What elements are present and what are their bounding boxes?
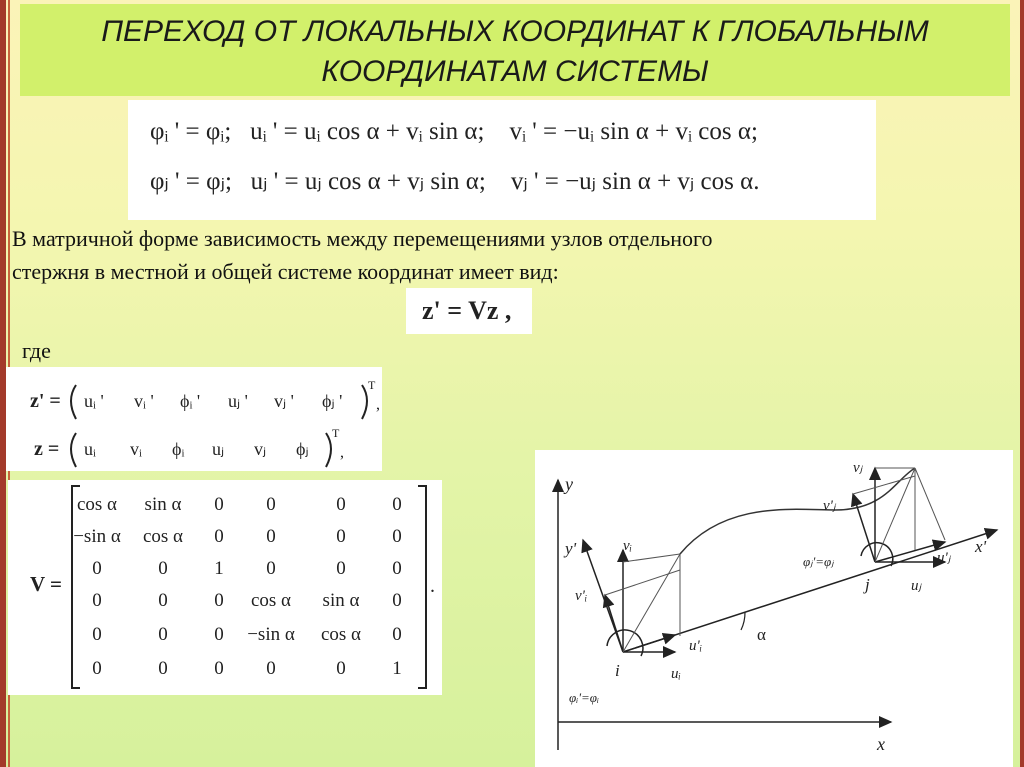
equation-vz-text: z' = Vz , bbox=[422, 296, 512, 325]
matrix-cell-0-3: 0 bbox=[266, 494, 276, 515]
equation-row-1: φᵢ ' = φᵢ; uᵢ ' = uᵢ cos α + vᵢ sin α; vᵢ ' = −uᵢ sin α + vᵢ cos α; bbox=[150, 118, 758, 145]
paragraph bbox=[12, 222, 1012, 288]
vector-equations bbox=[6, 367, 382, 471]
paragraph-line-1: В матричной форме зависимость между перемещениями узлов отдельного bbox=[12, 226, 713, 251]
z-comma: , bbox=[340, 444, 344, 461]
matrix-trailing: . bbox=[430, 575, 435, 597]
right-frame-bar bbox=[1020, 0, 1024, 767]
paragraph-line-2: стержня в местной и общей системе координат имеет вид: bbox=[12, 259, 559, 284]
label-y-prime: y' bbox=[565, 539, 577, 558]
z-entry-4: vⱼ bbox=[254, 439, 267, 459]
beam-diagram bbox=[535, 450, 1013, 767]
zprime-label: z' = bbox=[30, 390, 61, 412]
matrix-cell-5-3: 0 bbox=[266, 658, 276, 679]
where-label: где bbox=[22, 338, 51, 363]
z-entry-1: vᵢ bbox=[130, 439, 142, 459]
label-u-prime-j: u'ⱼ bbox=[937, 550, 951, 566]
construct-i-3 bbox=[623, 554, 680, 652]
label-uj: uⱼ bbox=[911, 578, 922, 594]
label-phi-i: φᵢ'=φᵢ bbox=[569, 690, 600, 705]
vector-equations-svg bbox=[6, 367, 382, 471]
label-ui: uᵢ bbox=[671, 666, 681, 682]
matrix-cell-5-2: 0 bbox=[214, 658, 224, 679]
beam-diagram-svg bbox=[535, 450, 1013, 767]
label-y: y bbox=[565, 474, 573, 494]
zprime-entry-2: ϕᵢ ' bbox=[180, 391, 201, 411]
matrix-cell-1-3: 0 bbox=[266, 526, 276, 547]
label-v-prime-i: v'ᵢ bbox=[575, 588, 588, 604]
matrix-cell-1-0: −sin α bbox=[73, 526, 121, 547]
zprime-paren-right bbox=[362, 385, 367, 419]
zprime-entry-5: ϕⱼ ' bbox=[322, 391, 343, 411]
matrix-cell-4-5: 0 bbox=[392, 624, 402, 645]
z-label: z = bbox=[34, 438, 60, 460]
matrix-cell-0-0: cos α bbox=[76, 494, 118, 515]
z-paren-right bbox=[326, 433, 331, 467]
z-transpose: T bbox=[332, 426, 340, 440]
matrix-label: V = bbox=[30, 572, 63, 596]
label-x: x bbox=[877, 734, 885, 754]
zprime-entry-1: vᵢ ' bbox=[134, 391, 154, 411]
matrix-cell-2-1: 0 bbox=[158, 558, 168, 579]
zprime-comma: , bbox=[376, 396, 380, 413]
label-i: i bbox=[615, 661, 620, 680]
vector-v-prime-j bbox=[853, 494, 875, 562]
vector-u-prime-i bbox=[623, 635, 675, 652]
matrix-cell-0-4: 0 bbox=[336, 494, 346, 515]
construct-i-1 bbox=[623, 554, 680, 562]
label-u-prime-i: u'ᵢ bbox=[689, 638, 703, 654]
equation-vz bbox=[406, 288, 532, 334]
matrix-cell-2-4: 0 bbox=[336, 558, 346, 579]
matrix-cell-1-4: 0 bbox=[336, 526, 346, 547]
matrix-cell-0-5: 0 bbox=[392, 494, 402, 515]
matrix-cell-4-1: 0 bbox=[158, 624, 168, 645]
z-paren-left bbox=[71, 433, 76, 467]
z-entry-0: uᵢ bbox=[84, 439, 96, 459]
label-vj: vⱼ bbox=[853, 460, 863, 476]
matrix-cell-5-0: 0 bbox=[92, 658, 102, 679]
matrix-cell-2-0: 0 bbox=[92, 558, 102, 579]
zprime-entry-4: vⱼ ' bbox=[274, 391, 294, 411]
construct-j-5 bbox=[853, 476, 915, 494]
matrix-cell-0-1: sin α bbox=[144, 494, 182, 515]
zprime-entry-3: uⱼ ' bbox=[228, 391, 248, 411]
matrix-cell-3-3: cos α bbox=[250, 590, 292, 611]
construct-j-3 bbox=[915, 468, 945, 540]
matrix-cell-3-0: 0 bbox=[92, 590, 102, 611]
alpha-arc bbox=[741, 612, 745, 630]
zprime-paren-left bbox=[71, 385, 76, 419]
matrix-cell-1-1: cos α bbox=[142, 526, 184, 547]
matrix-cell-5-4: 0 bbox=[336, 658, 346, 679]
label-v-prime-j: v'ⱼ bbox=[823, 498, 836, 514]
slide-title bbox=[20, 4, 1010, 96]
equation-row-2: φⱼ ' = φⱼ; uⱼ ' = uⱼ cos α + vⱼ sin α; vⱼ ' = −uⱼ sin α + vⱼ cos α. bbox=[150, 168, 760, 195]
matrix-cell-4-2: 0 bbox=[214, 624, 224, 645]
matrix-cell-3-2: 0 bbox=[214, 590, 224, 611]
matrix-cell-1-5: 0 bbox=[392, 526, 402, 547]
deformed-curve bbox=[680, 468, 915, 554]
label-vi: vᵢ bbox=[623, 538, 633, 554]
label-x-prime: x' bbox=[975, 537, 987, 556]
local-x-axis bbox=[623, 530, 997, 652]
z-entry-5: ϕⱼ bbox=[296, 439, 309, 459]
equations-top bbox=[128, 100, 876, 220]
matrix-cell-5-1: 0 bbox=[158, 658, 168, 679]
matrix-cell-1-2: 0 bbox=[214, 526, 224, 547]
z-entry-2: ϕᵢ bbox=[172, 439, 185, 459]
matrix-cell-3-4: sin α bbox=[322, 590, 360, 611]
zprime-transpose: T bbox=[368, 378, 376, 392]
matrix-cell-3-1: 0 bbox=[158, 590, 168, 611]
matrix-cell-2-3: 0 bbox=[266, 558, 276, 579]
matrix-cell-2-2: 1 bbox=[214, 558, 224, 579]
matrix-cell-4-4: cos α bbox=[320, 624, 362, 645]
matrix-cell-4-3: −sin α bbox=[247, 624, 295, 645]
matrix-cell-0-2: 0 bbox=[214, 494, 224, 515]
label-alpha: α bbox=[757, 625, 766, 644]
zprime-entry-0: uᵢ ' bbox=[84, 391, 104, 411]
matrix-cell-2-5: 0 bbox=[392, 558, 402, 579]
matrix-equation bbox=[8, 480, 442, 695]
matrix-cell-3-5: 0 bbox=[392, 590, 402, 611]
label-phi-j: φⱼ'=φⱼ bbox=[803, 554, 834, 569]
title-line-1: ПЕРЕХОД ОТ ЛОКАЛЬНЫХ КООРДИНАТ К ГЛОБАЛЬНЫМ bbox=[101, 15, 929, 48]
matrix-cell-5-5: 1 bbox=[392, 658, 402, 679]
label-j: j bbox=[865, 575, 870, 594]
matrix-cell-4-0: 0 bbox=[92, 624, 102, 645]
z-entry-3: uⱼ bbox=[212, 439, 225, 459]
title-line-2: КООРДИНАТАМ СИСТЕМЫ bbox=[321, 55, 709, 88]
construct-i-4 bbox=[605, 570, 680, 595]
